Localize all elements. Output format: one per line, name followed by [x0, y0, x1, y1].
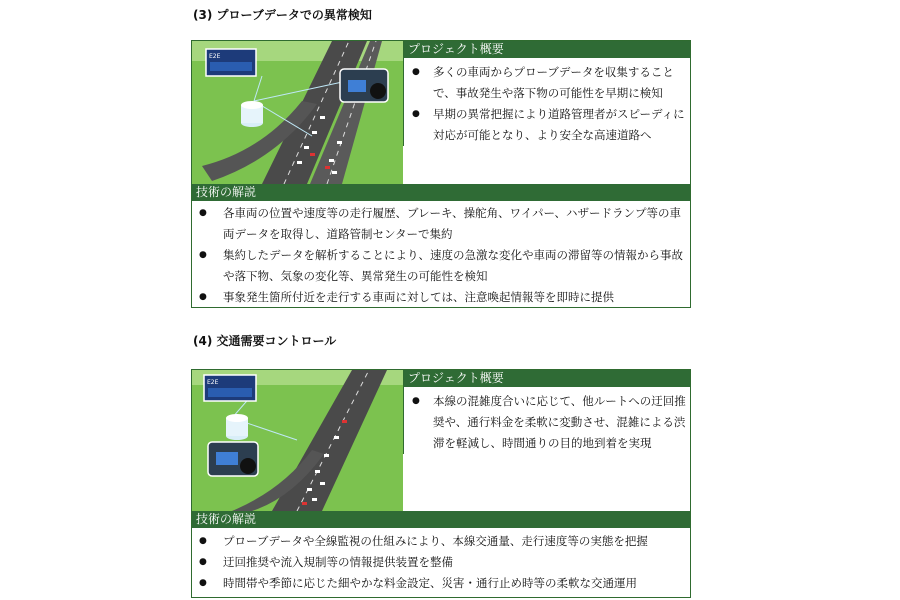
list-item: ● 迂回推奨や流入規制等の情報提供装置を整備: [192, 552, 690, 573]
section4-tech-title: 技術の解説: [192, 511, 690, 528]
probe-data-illustration: [192, 41, 403, 184]
bullet-icon: ●: [412, 396, 420, 406]
list-item: ● 各車両の位置や速度等の走行履歴、ブレーキ、操舵角、ワイパー、ハザードランプ等の車両データを取得し、道路管制センターで集約: [192, 203, 690, 245]
section4-heading: (4) 交通需要コントロール: [193, 334, 337, 348]
section3-summary: [403, 41, 690, 146]
list-item: ● 事象発生箇所付近を走行する車両に対しては、注意喚起情報等を即時に提供: [192, 287, 690, 308]
bullet-icon: ●: [199, 292, 207, 302]
section4-tech: [192, 511, 690, 594]
section3-heading: (3) プローブデータでの異常検知: [193, 8, 372, 22]
sign-board-text: E2E: [209, 53, 221, 60]
bullet-icon: ●: [199, 536, 207, 546]
bullet-icon: ●: [199, 578, 207, 588]
list-item: ● 時間帯や季節に応じた細やかな料金設定、災害・通行止め時等の柔軟な交通運用: [192, 573, 690, 594]
demand-control-illustration: [192, 370, 403, 511]
bullet-icon: ●: [199, 250, 207, 260]
section4-summary: [403, 370, 690, 454]
bullet-icon: ●: [199, 557, 207, 567]
section3-tech-title: 技術の解説: [192, 184, 690, 201]
section3-tech: [192, 184, 690, 308]
list-item: ● プローブデータや全線監視の仕組みにより、本線交通量、走行速度等の実態を把握: [192, 531, 690, 552]
list-item: ● 集約したデータを解析することにより、速度の急激な変化や車両の滞留等の情報から事故や落下物、気象の変化等、異常発生の可能性を検知: [192, 245, 690, 287]
bullet-icon: ●: [412, 109, 420, 119]
bullet-icon: ●: [412, 67, 420, 77]
section4-panel: [191, 369, 691, 598]
bullet-icon: ●: [199, 208, 207, 218]
section3-panel: [191, 40, 691, 308]
section4-summary-title: プロジェクト概要: [404, 370, 690, 387]
list-item: ● 多くの車両からプローブデータを収集することで、事故発生や落下物の可能性を早期に検知: [404, 62, 690, 104]
sign-board-text-2: E2E: [207, 379, 219, 386]
section3-summary-title: プロジェクト概要: [404, 41, 690, 58]
list-item: ● 本線の混雑度合いに応じて、他ルートへの迂回推奨や、通行料金を柔軟に変動させ、混雑による渋滞を軽減し、時間通りの目的地到着を実現: [404, 391, 690, 454]
list-item: ● 早期の異常把握により道路管理者がスピーディに対応が可能となり、より安全な高速道路へ: [404, 104, 690, 146]
